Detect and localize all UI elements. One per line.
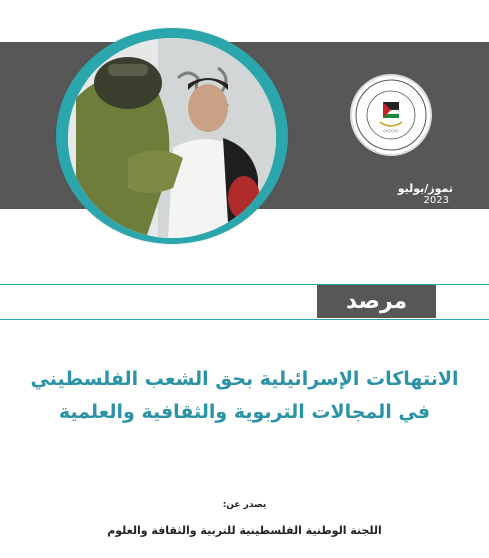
issued-by-label: يصدر عن:: [222, 500, 267, 510]
issue-year: 2023: [423, 195, 449, 206]
logo-emblem: [352, 76, 430, 154]
organization-logo: [350, 74, 432, 156]
svg-text:◇◇◇◇: ◇◇◇◇: [383, 128, 399, 134]
cover-photo-illustration: [68, 38, 276, 238]
bottom-rule: [0, 319, 489, 320]
issue-month: تموز/يوليو: [397, 182, 453, 195]
series-title-box: [317, 285, 436, 318]
headline-line-2: في المجالات التربوية والثقافية والعلمية: [58, 401, 431, 423]
publisher-name: اللجنة الوطنية الفلسطينية للتربية والثقافة والعلوم: [107, 524, 382, 537]
headline-line-1: الانتهاكات الإسرائيلية بحق الشعب الفلسطيني: [30, 368, 459, 390]
cover-photo: [68, 38, 276, 238]
series-title: مرصد: [345, 289, 408, 314]
